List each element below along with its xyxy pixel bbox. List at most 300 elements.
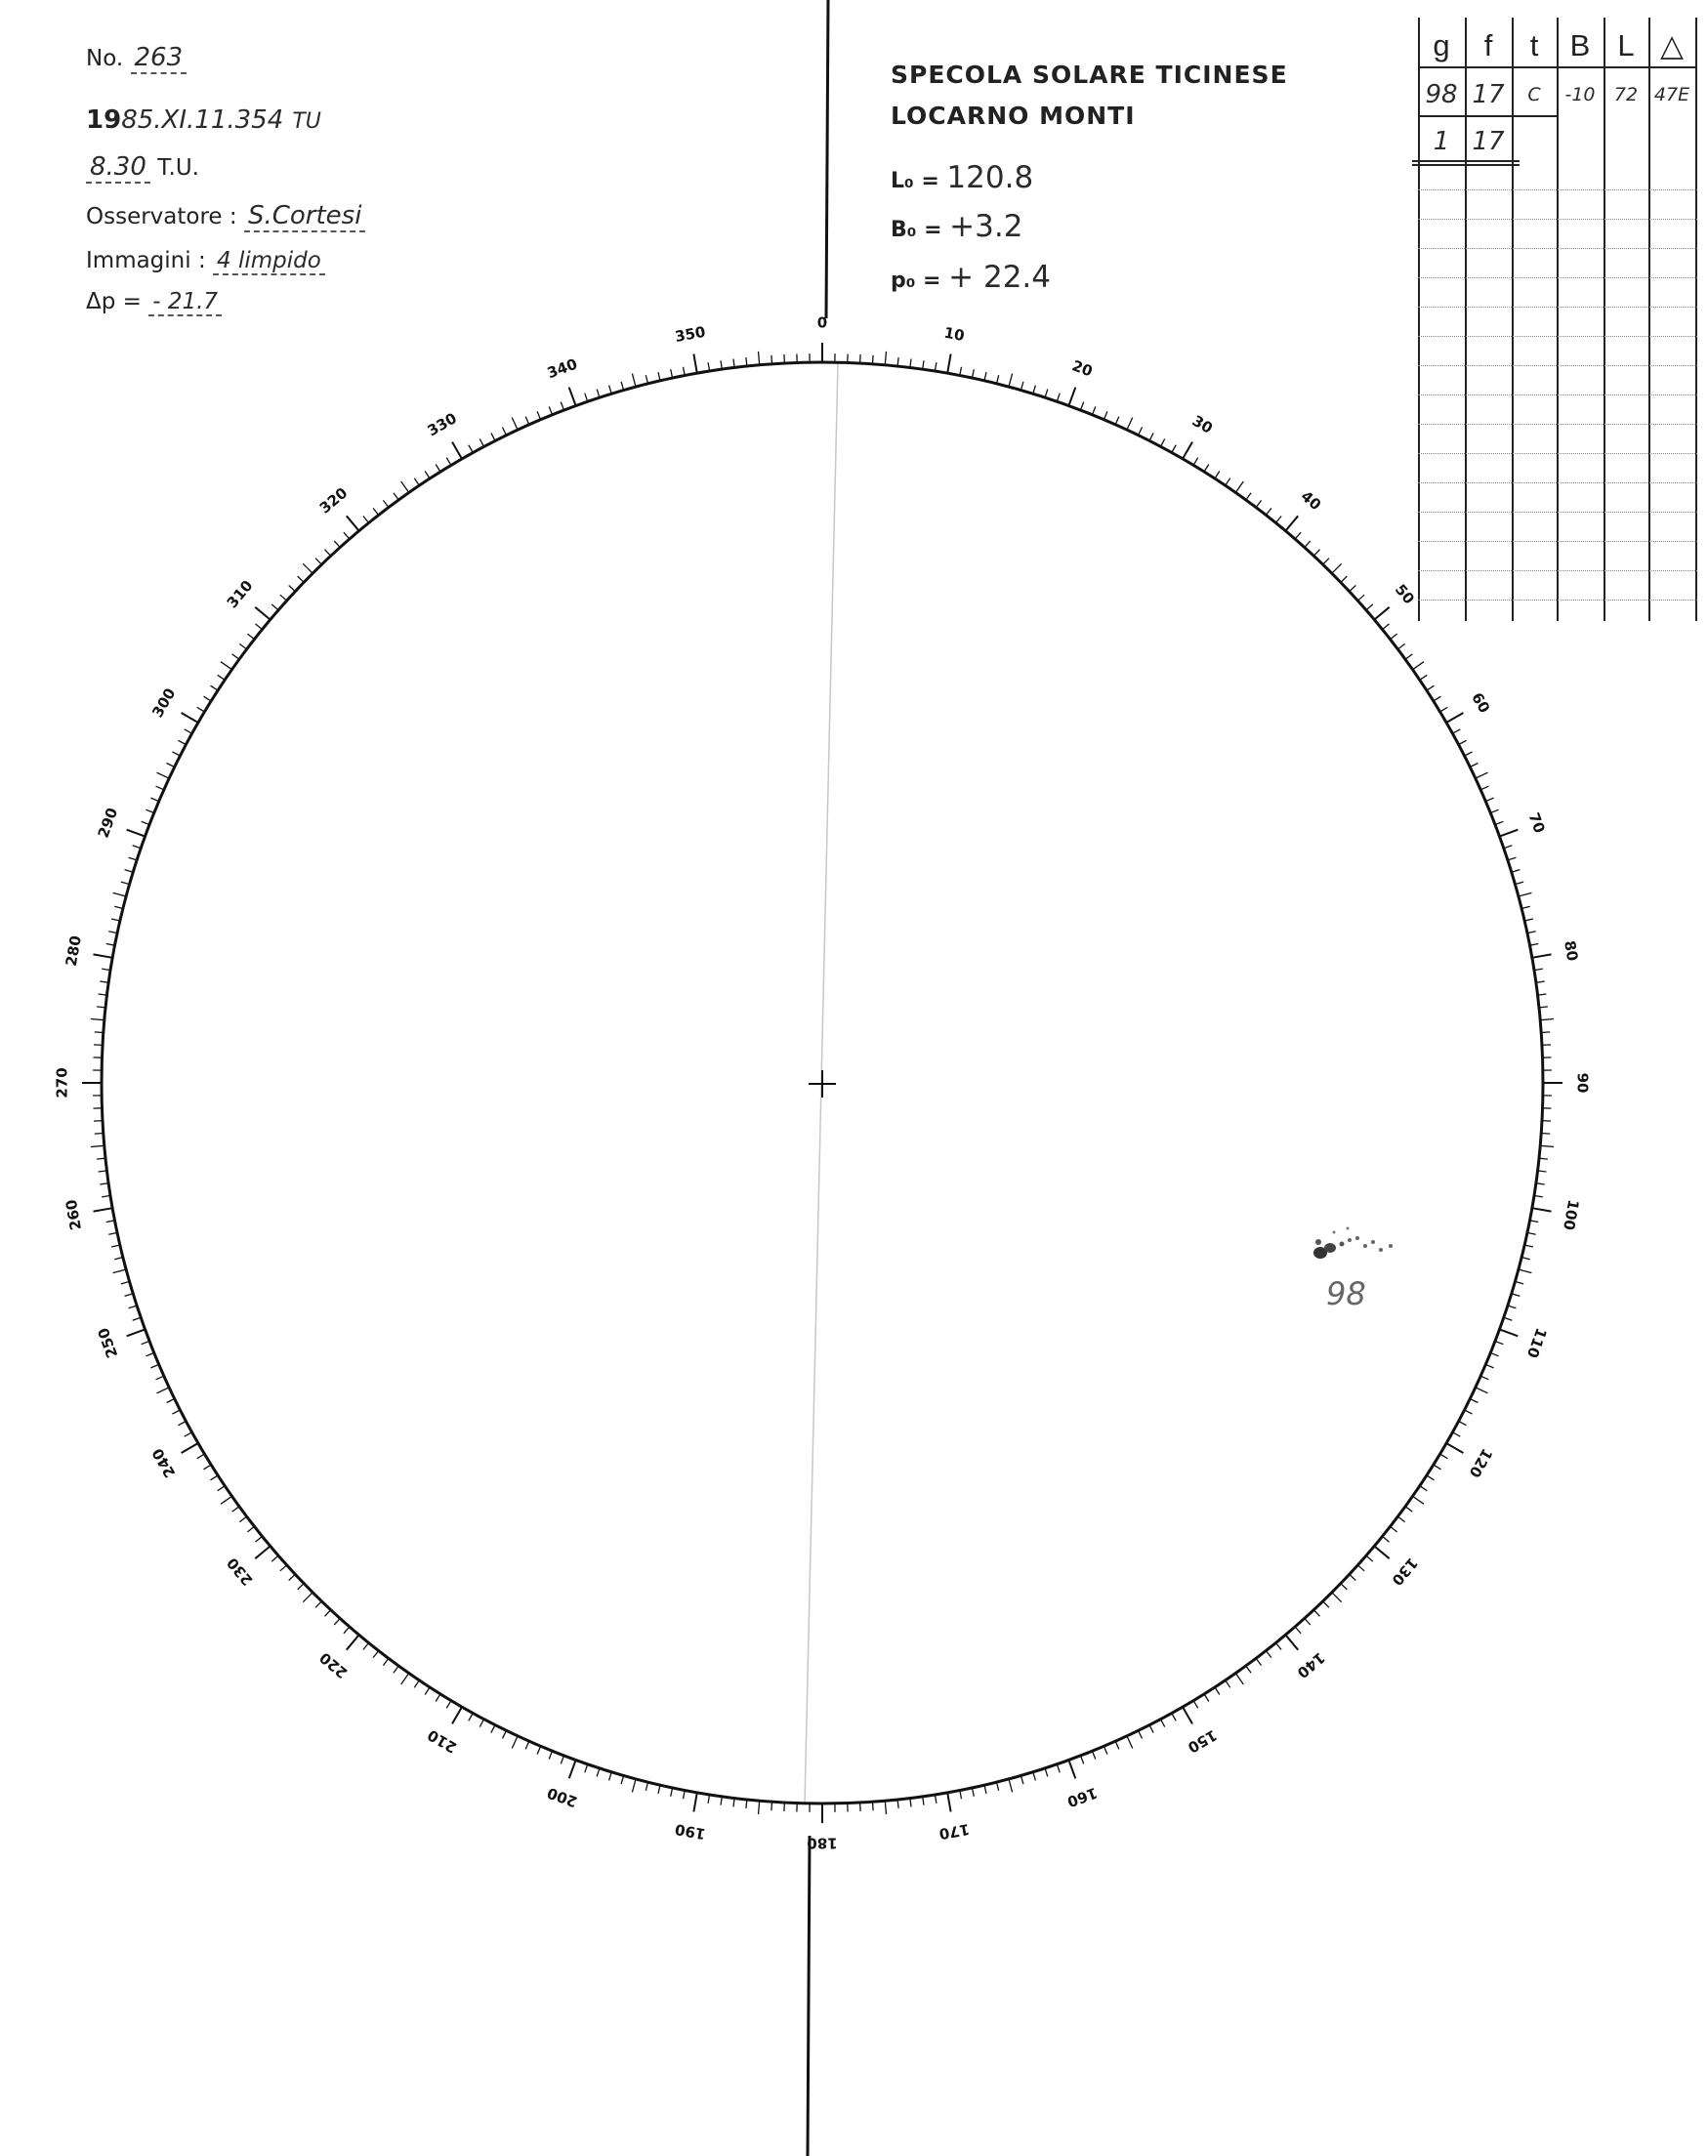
table-header-delta: △: [1660, 28, 1684, 62]
degree-tick: [1357, 595, 1364, 601]
degree-tick: [1256, 500, 1262, 507]
degree-tick: [1266, 508, 1271, 515]
degree-tick: [211, 1475, 219, 1480]
degree-label: 270: [53, 1067, 71, 1099]
degree-tick: [1235, 1674, 1243, 1685]
degree-tick: [1246, 493, 1251, 500]
degree-tick: [537, 1746, 541, 1754]
degree-tick: [156, 1376, 164, 1380]
degree-tick: [1540, 1145, 1554, 1146]
degree-tick: [960, 367, 962, 376]
degree-tick: [597, 1768, 600, 1777]
degree-tick: [1357, 1565, 1364, 1571]
degree-tick: [106, 944, 115, 946]
degree-label: 180: [807, 1834, 838, 1852]
degree-label: 80: [1561, 938, 1582, 963]
degree-tick: [1524, 1245, 1533, 1247]
l0-value: 120.8: [946, 160, 1034, 195]
degree-tick: [1149, 1725, 1153, 1733]
degree-tick: [1500, 1329, 1519, 1336]
date-prefix: 19: [86, 105, 122, 135]
degree-tick: [1285, 516, 1298, 530]
sunspot-group-label: 98: [1326, 1275, 1366, 1312]
degree-tick: [167, 1399, 175, 1403]
degree-tick: [784, 354, 785, 363]
table-row-line: [1418, 277, 1697, 278]
degree-tick: [1524, 919, 1533, 921]
degree-tick: [597, 390, 600, 398]
degree-tick: [414, 478, 419, 486]
degree-tick: [221, 1496, 232, 1504]
degree-tick: [247, 634, 254, 640]
degree-tick: [108, 932, 117, 933]
degree-tick: [1127, 418, 1133, 431]
degree-tick: [1323, 559, 1329, 564]
p0-value: + 22.4: [948, 260, 1052, 295]
degree-tick: [94, 1121, 103, 1122]
group-table: [1418, 18, 1697, 621]
degree-tick: [325, 550, 331, 557]
degree-tick: [1485, 798, 1493, 802]
degree-tick: [114, 1258, 123, 1260]
degree-label: 200: [544, 1783, 580, 1811]
degree-tick: [997, 375, 999, 384]
degree-tick: [178, 1422, 186, 1426]
degree-tick: [1476, 1388, 1488, 1393]
degree-tick: [1480, 1376, 1488, 1380]
degree-tick: [1542, 1121, 1551, 1122]
degree-tick: [1172, 445, 1176, 453]
degree-tick: [108, 1232, 117, 1234]
observer-label: Osservatore :: [86, 204, 237, 229]
degree-tick: [303, 563, 312, 573]
degree-tick: [503, 428, 507, 435]
table-cell: 98: [1425, 80, 1458, 109]
degree-tick: [113, 1269, 127, 1273]
degree-tick: [121, 1281, 130, 1284]
degree-tick: [1515, 882, 1523, 885]
degree-label: 90: [1573, 1072, 1592, 1094]
degree-tick: [1115, 417, 1119, 425]
number-label: No.: [86, 46, 124, 71]
degree-label: 110: [1522, 1325, 1551, 1361]
degree-label: 70: [1524, 809, 1549, 836]
degree-tick: [684, 367, 686, 376]
degree-label: 330: [424, 409, 460, 440]
table-header-b: B: [1569, 28, 1591, 62]
degree-label: 280: [62, 933, 85, 968]
degree-tick: [156, 786, 164, 790]
degree-tick: [1275, 1643, 1281, 1650]
degree-tick: [271, 604, 278, 610]
degree-tick: [113, 892, 127, 896]
table-header-t: t: [1529, 28, 1539, 62]
table-cell: 72: [1613, 84, 1639, 105]
degree-tick: [125, 870, 134, 873]
observer-value: S.Cortesi: [244, 201, 365, 232]
degree-tick: [1193, 1701, 1198, 1709]
degree-tick: [1532, 1208, 1552, 1211]
degree-tick: [347, 516, 359, 530]
degree-label: 120: [1465, 1445, 1496, 1481]
degree-label: 240: [148, 1445, 180, 1481]
degree-tick: [157, 1388, 170, 1393]
degree-tick: [1440, 707, 1448, 712]
degree-tick: [325, 1610, 331, 1617]
degree-tick: [1149, 433, 1153, 440]
degree-tick: [693, 1793, 696, 1812]
table-cell: C: [1527, 84, 1541, 105]
degree-tick: [1512, 1294, 1521, 1297]
degree-tick: [1215, 1687, 1220, 1695]
degree-tick: [247, 1526, 254, 1532]
degree-tick: [394, 1666, 398, 1673]
degree-tick: [239, 643, 246, 649]
degree-tick: [1500, 830, 1519, 837]
degree-tick: [1246, 1666, 1251, 1673]
degree-label: 30: [1188, 411, 1216, 437]
degree-tick: [1420, 675, 1428, 680]
degree-tick: [315, 1601, 321, 1607]
degree-tick: [873, 355, 874, 364]
degree-tick: [1427, 1475, 1435, 1480]
degree-tick: [1009, 374, 1013, 388]
degree-tick: [1081, 402, 1084, 410]
degree-tick: [1470, 1399, 1478, 1403]
degree-tick: [684, 1790, 686, 1799]
degree-tick: [1519, 892, 1532, 896]
degree-tick: [1453, 729, 1461, 733]
degree-tick: [1527, 932, 1536, 933]
images-label: Immagini :: [86, 248, 206, 273]
degree-tick: [142, 821, 149, 824]
degree-tick: [549, 1751, 552, 1759]
degree-tick: [469, 1714, 473, 1721]
degree-tick: [185, 1432, 192, 1436]
degree-label: 320: [315, 483, 352, 518]
degree-tick: [446, 1701, 451, 1709]
table-cell: 17: [1472, 80, 1505, 109]
table-col-line: [1512, 18, 1514, 621]
degree-label: 150: [1185, 1725, 1221, 1757]
degree-tick: [1093, 1751, 1096, 1759]
degree-tick: [256, 624, 263, 630]
degree-tick: [133, 1317, 142, 1320]
degree-label: 100: [1560, 1198, 1583, 1232]
date-suffix: TU: [292, 109, 321, 134]
degree-tick: [1350, 1574, 1356, 1580]
degree-tick: [885, 352, 886, 365]
date-value: 85.XI.11.354: [121, 105, 284, 135]
table-header-l: L: [1617, 28, 1635, 62]
degree-tick: [972, 369, 974, 378]
degree-tick: [646, 1782, 647, 1791]
degree-tick: [1323, 1601, 1329, 1607]
degree-tick: [94, 954, 113, 957]
degree-tick: [204, 696, 212, 701]
table-header-f: f: [1483, 28, 1493, 62]
degree-tick: [1226, 1680, 1230, 1688]
degree-tick: [784, 1803, 785, 1811]
delta-p-value: - 21.7: [148, 289, 222, 316]
degree-tick: [1139, 1730, 1143, 1738]
degree-tick: [146, 1353, 153, 1356]
degree-label: 40: [1297, 487, 1325, 515]
degree-tick: [1541, 1134, 1550, 1135]
degree-tick: [759, 352, 760, 365]
degree-label: 140: [1293, 1648, 1329, 1682]
degree-tick: [873, 1802, 874, 1810]
table-row-line: [1418, 307, 1697, 308]
table-row-line: [1418, 541, 1697, 542]
degree-tick: [1045, 1768, 1048, 1777]
degree-tick: [1235, 481, 1243, 493]
degree-tick: [111, 1245, 120, 1247]
degree-tick: [221, 662, 232, 670]
degree-tick: [129, 1306, 138, 1308]
table-row-line: [1418, 189, 1697, 190]
degree-tick: [1009, 1779, 1013, 1793]
degree-tick: [150, 1364, 158, 1368]
degree-tick: [759, 1801, 760, 1814]
degree-tick: [1541, 1032, 1550, 1033]
degree-tick: [1413, 1496, 1425, 1504]
degree-tick: [211, 685, 219, 690]
degree-tick: [1413, 662, 1425, 670]
degree-tick: [1127, 1736, 1133, 1749]
degree-tick: [1057, 394, 1060, 402]
degree-tick: [1115, 1741, 1119, 1749]
degree-tick: [632, 1779, 636, 1793]
disk-center-cross: [809, 1070, 836, 1098]
degree-tick: [1383, 1536, 1390, 1542]
degree-tick: [1193, 458, 1198, 466]
degree-tick: [334, 1618, 340, 1625]
b0-value: +3.2: [949, 209, 1023, 244]
degree-tick: [771, 355, 772, 364]
degree-tick: [1366, 1555, 1373, 1561]
degree-tick: [1453, 1432, 1461, 1436]
degree-tick: [1332, 1593, 1342, 1602]
degree-tick: [1529, 1221, 1538, 1223]
degree-tick: [1183, 442, 1192, 459]
degree-tick: [491, 1725, 495, 1733]
degree-tick: [585, 1764, 588, 1773]
degree-label: 190: [673, 1820, 707, 1844]
degree-tick: [95, 1134, 104, 1135]
table-row-line: [1418, 248, 1697, 249]
degree-tick: [1490, 809, 1498, 812]
degree-tick: [363, 517, 369, 523]
table-cell: 1: [1433, 127, 1450, 156]
degree-tick: [452, 1707, 462, 1723]
degree-tick: [549, 406, 552, 414]
table-row-line: [1418, 482, 1697, 483]
table-total-rule: [1412, 164, 1520, 166]
degree-tick: [671, 1788, 673, 1797]
l0-label: L₀ =: [891, 169, 939, 193]
degree-tick: [569, 388, 576, 406]
degree-tick: [525, 417, 529, 425]
degree-tick: [95, 1032, 104, 1033]
degree-tick: [1161, 1720, 1165, 1727]
degree-tick: [182, 713, 198, 723]
degree-tick: [1139, 428, 1143, 435]
table-rule: [1418, 115, 1557, 117]
degree-tick: [172, 1410, 180, 1414]
delta-p-label: Δp =: [86, 289, 142, 314]
table-row-line: [1418, 600, 1697, 601]
degree-label: 300: [148, 684, 180, 721]
degree-tick: [298, 1584, 304, 1590]
degree-tick: [401, 1674, 409, 1685]
degree-tick: [569, 1761, 576, 1779]
degree-tick: [1295, 532, 1301, 539]
degree-tick: [1215, 472, 1220, 479]
table-row-line: [1418, 453, 1697, 454]
degree-tick: [1495, 821, 1503, 824]
degree-tick: [1104, 411, 1107, 419]
degree-tick: [1391, 634, 1397, 640]
degree-tick: [1490, 1353, 1498, 1356]
degree-tick: [129, 857, 138, 860]
degree-tick: [561, 1756, 563, 1763]
degree-tick: [1374, 607, 1389, 620]
degree-tick: [1459, 1422, 1467, 1426]
degree-tick: [167, 764, 175, 767]
degree-tick: [255, 1546, 270, 1558]
degree-tick: [1397, 1516, 1404, 1522]
degree-tick: [1440, 1454, 1448, 1459]
degree-tick: [363, 1643, 369, 1650]
degree-tick: [1465, 1410, 1473, 1414]
degree-tick: [114, 906, 123, 908]
degree-tick: [1521, 1258, 1530, 1260]
degree-tick: [383, 1658, 389, 1665]
degree-label: 230: [223, 1554, 257, 1590]
degree-tick: [1374, 1546, 1389, 1558]
degree-tick: [1093, 406, 1096, 414]
degree-tick: [1508, 857, 1517, 860]
degree-tick: [446, 458, 451, 466]
degree-tick: [585, 394, 588, 402]
degree-tick: [1512, 870, 1521, 873]
degree-tick: [197, 1454, 205, 1459]
degree-tick: [1204, 1694, 1209, 1702]
degree-tick: [1480, 786, 1488, 790]
degree-label: 130: [1388, 1554, 1422, 1590]
degree-tick: [1295, 1627, 1301, 1634]
degree-tick: [1542, 1045, 1551, 1046]
degree-tick: [255, 607, 270, 620]
degree-tick: [239, 1516, 246, 1522]
degree-tick: [1081, 1756, 1084, 1763]
degree-tick: [127, 1329, 146, 1336]
degree-tick: [256, 1536, 263, 1542]
degree-label: 340: [544, 354, 580, 383]
degree-label: 310: [223, 576, 257, 612]
degree-tick: [383, 500, 389, 507]
degree-tick: [658, 372, 660, 381]
degree-tick: [157, 772, 170, 778]
degree-tick: [185, 729, 192, 733]
degree-label: 250: [94, 1325, 122, 1361]
degree-label: 260: [62, 1198, 85, 1232]
degree-tick: [860, 1803, 861, 1811]
degree-tick: [771, 1802, 772, 1810]
degree-tick: [232, 1507, 239, 1512]
degree-tick: [1521, 906, 1530, 908]
degree-tick: [303, 1593, 312, 1602]
degree-tick: [94, 1045, 103, 1046]
table-cell: -10: [1564, 84, 1596, 105]
degree-tick: [885, 1801, 886, 1814]
degree-tick: [1405, 1507, 1412, 1512]
table-row-line: [1418, 365, 1697, 366]
degree-tick: [334, 541, 340, 548]
degree-tick: [1504, 1317, 1513, 1320]
degree-tick: [658, 1785, 660, 1794]
degree-tick: [1266, 1651, 1271, 1658]
degree-tick: [344, 532, 350, 539]
degree-tick: [1470, 764, 1478, 767]
degree-tick: [127, 830, 146, 837]
degree-tick: [1476, 772, 1488, 778]
degree-tick: [1033, 1772, 1036, 1781]
degree-label: 350: [673, 322, 707, 346]
observatory-line1: SPECOLA SOLARE TICINESE: [891, 61, 1288, 89]
degree-tick: [1068, 388, 1075, 406]
images-value: 4 limpido: [213, 248, 325, 275]
degree-tick: [512, 1736, 518, 1749]
degree-tick: [125, 1294, 134, 1297]
degree-tick: [1391, 1526, 1397, 1532]
degree-tick: [1495, 1342, 1503, 1345]
degree-tick: [182, 1443, 198, 1453]
degree-tick: [1226, 478, 1230, 486]
degree-tick: [289, 586, 296, 592]
degree-tick: [1485, 1364, 1493, 1368]
degree-tick: [1504, 846, 1513, 849]
degree-tick: [1021, 382, 1023, 391]
degree-tick: [1183, 1707, 1192, 1723]
degree-tick: [1434, 1465, 1441, 1470]
degree-tick: [1161, 438, 1165, 446]
degree-tick: [1256, 1658, 1262, 1665]
degree-tick: [94, 1208, 113, 1211]
degree-label: 290: [94, 805, 122, 841]
degree-tick: [142, 1342, 149, 1345]
degree-tick: [984, 372, 986, 381]
degree-tick: [1021, 1775, 1023, 1784]
degree-label: 10: [942, 323, 967, 345]
degree-label: 20: [1069, 356, 1096, 381]
degree-tick: [469, 445, 473, 453]
degree-tick: [1341, 576, 1347, 582]
degree-label: 170: [937, 1820, 972, 1844]
degree-tick: [1532, 954, 1552, 957]
degree-tick: [298, 576, 304, 582]
degree-tick: [1341, 1584, 1347, 1590]
time-suffix: T.U.: [157, 155, 199, 181]
degree-tick: [197, 707, 205, 712]
degree-tick: [621, 1775, 624, 1784]
table-col-line: [1695, 18, 1697, 621]
degree-tick: [452, 442, 462, 459]
degree-tick: [1057, 1764, 1060, 1773]
degree-tick: [479, 1720, 483, 1727]
degree-tick: [693, 354, 696, 374]
